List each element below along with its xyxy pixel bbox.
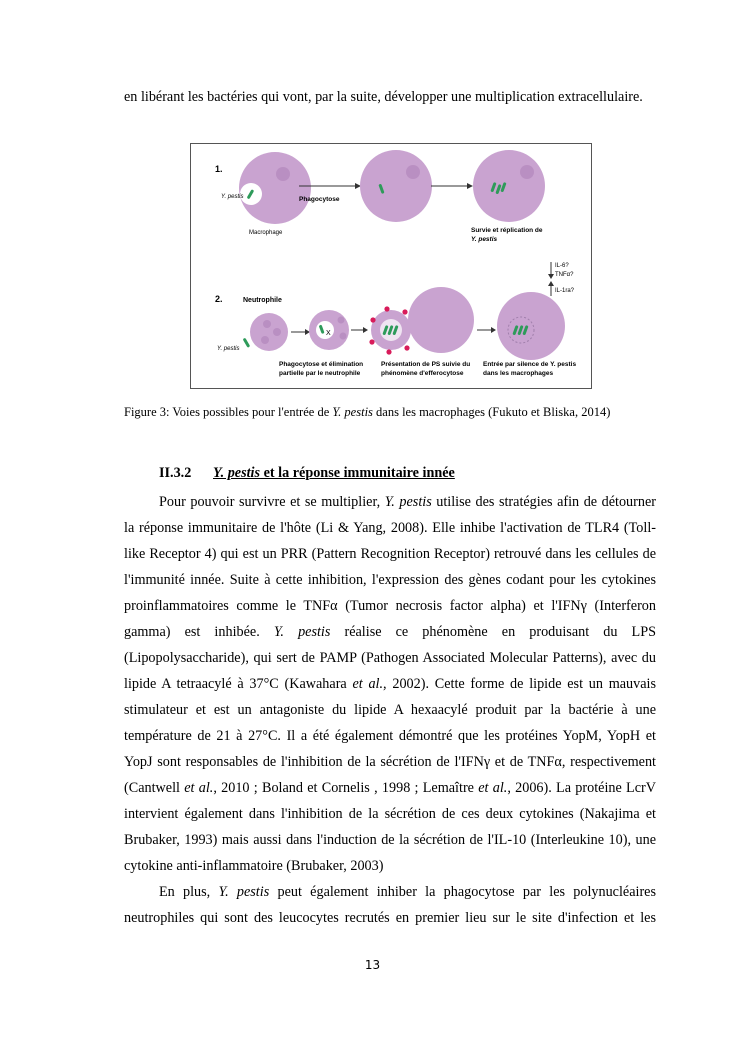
x-mark: X: [326, 330, 331, 337]
section-heading: [159, 465, 455, 482]
macrophage-label: Macrophage: [249, 230, 283, 236]
neutrophile-label: Neutrophile: [243, 297, 282, 304]
figure-3-image: [190, 143, 592, 389]
paragraph-1: Pour pouvoir survivre et se multiplier, Y. pestis utilise des stratégies afin de détourner la réponse immunitaire de l'hôte (Li & Yang, 2008). Elle inhibe l'activation de TLR4 (Toll-like Receptor 4) qui est un PRR (Pattern Recognition Receptor) retrouvé dans les cellules de l'immunité innée. Suite à cette inhibition, l'expression des gènes codant pour les cytokines proinflammatoires comme le TNFα (Tumor necrosis factor alpha) et l'IFNγ (Interferon gamma) est inhibée. Y. pestis réalise ce phénomène en produisant du LPS (Lipopolysaccharide), qui sert de PAMP (Pathogen Associated Molecular Patterns), avec du lipide A tetraacylé à 37°C (Kawahara et al., 2002). Cette forme de lipide est un mauvais stimulateur et est un antagoniste du lipide A hexaacylé produit par la bactérie à une température de 21 à 27°C. Il a été également démontré que les protéines YopM, YopH et YopJ sont responsables de l'inhibition de la sécrétion de l'IFNγ et de TNFα, respectivement (Cantwell et al., 2010 ; Boland et Cornelis , 1998 ; Lemaître et al., 2006). La protéine LcrV intervient également dans l'inhibition de la sécrétion de ces deux cytokines (Nakajima et Brubaker, 1993) mais aussi dans l'induction de la sécrétion de l'IL-10 (Interleukine 10), une cytokine anti-inflammatoire (Brubaker, 2003): [124, 494, 656, 874]
cytokine-il1ra: IL-1ra?: [555, 288, 575, 294]
phagocytose-label: Phagocytose: [299, 196, 340, 203]
row1-number: 1.: [215, 164, 223, 174]
cell-nucleus: [276, 167, 290, 181]
caption-b-line2: phénomène d'efferocytose: [381, 370, 464, 377]
neutrophil-nucleus: [263, 320, 271, 328]
intro-paragraph: en libérant les bactéries qui vont, par la suite, développer une multiplication extracellulaire.: [124, 89, 643, 105]
neutrophil-nucleus: [273, 328, 281, 336]
figure-diagram: [191, 144, 591, 388]
phagosome: [316, 321, 334, 339]
section-number: II.3.2: [159, 465, 192, 481]
caption-b-line1: Présentation de PS suivie du: [381, 361, 471, 368]
figure-caption: Figure 3: Voies possibles pour l'entrée de Y. pestis dans les macrophages (Fukuto et Bliska, 2014): [124, 405, 611, 419]
ypestis-label-2: Y. pestis: [217, 346, 240, 352]
survie-label-line1: Survie et réplication de: [471, 227, 543, 234]
page-number: 13: [364, 958, 381, 972]
neutrophil-granule: [338, 317, 345, 324]
neutrophil-nucleus: [261, 336, 269, 344]
caption-c-line1: Entrée par silence de Y. pestis: [483, 361, 577, 368]
arrow-head-icon: [363, 327, 368, 333]
survie-label-line2: Y. pestis: [471, 236, 498, 243]
arrow-head-icon: [467, 183, 473, 189]
cell-nucleus: [520, 165, 534, 179]
arrow-head-icon: [491, 327, 496, 333]
macrophage-cell-2: [360, 150, 432, 222]
caption-c-line2: dans les macrophages: [483, 370, 554, 377]
neutrophil-granule: [340, 333, 347, 340]
cytokine-tnf: TNFα?: [555, 272, 574, 278]
arrow-head-icon: [548, 281, 554, 286]
cell-nucleus: [406, 165, 420, 179]
row2-number: 2.: [215, 294, 223, 304]
silent-entry-macrophage: [497, 292, 565, 360]
efferocytosis-macrophage: [408, 287, 474, 353]
cytokine-il6: IL-6?: [555, 263, 569, 269]
ypestis-label-1: Y. pestis: [221, 194, 244, 200]
arrow-head-icon: [548, 274, 554, 279]
macrophage-cell-3: [473, 150, 545, 222]
caption-a-line2: partielle par le neutrophile: [279, 370, 361, 377]
section-title: Y. pestis et la réponse immunitaire innée: [213, 465, 455, 481]
neutrophil-cell-1: [250, 313, 288, 351]
caption-a-line1: Phagocytose et élimination: [279, 361, 364, 368]
paragraph-2: En plus, Y. pestis peut également inhiber la phagocytose par les polynucléaires neutrophiles qui sont des leucocytes recrutés en premier lieu sur le site d'infection et les: [124, 884, 656, 926]
body-text: [124, 489, 656, 931]
bacterium-icon: [243, 338, 251, 348]
